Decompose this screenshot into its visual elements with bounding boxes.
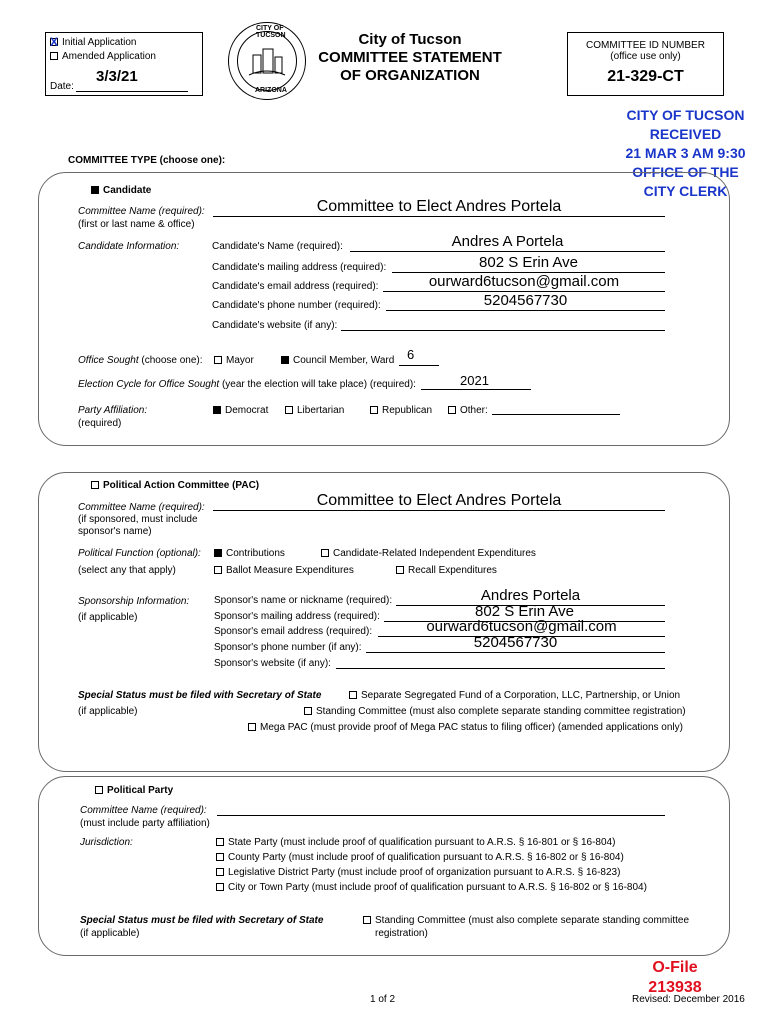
election-cycle-row [78,379,416,390]
candidate-field-value: 5204567730 [483,292,568,309]
seal-text-bottom: ARIZONA [255,87,287,94]
candidate-ie-option[interactable] [321,548,536,559]
state-party-option[interactable] [216,837,615,848]
sponsor-field-value: 802 S Erin Ave [475,603,574,620]
party-special-status-sub: (if applicable) [80,928,140,939]
seal-text-top: CITY OF TUCSON [256,25,286,39]
party-libertarian-option[interactable] [285,405,344,416]
council-checkbox[interactable] [281,356,289,364]
ward-field[interactable] [399,365,439,366]
sponsor-field-value: Andres Portela [480,587,581,604]
committee-id-sub: (office use only) [610,51,681,62]
state-party-label: State Party (must include proof of qualification pursuant to A.R.S. § 16-801 or § 16-804) [228,837,616,848]
pac-committee-name-label: Committee Name (required): [78,502,205,513]
sponsorship-label: Sponsorship Information: [78,596,190,607]
pac-committee-name-field[interactable] [213,510,665,511]
democrat-label: Democrat [225,405,269,416]
o-file-line-1: O-File [652,959,698,976]
party-affiliation-label: Party Affiliation: [78,405,148,416]
candidate-field-input[interactable] [386,310,665,311]
mayor-checkbox[interactable] [214,356,222,364]
county-party-checkbox[interactable] [216,853,224,861]
office-sought-label: Office Sought [78,355,139,366]
stamp-line-1: CITY OF TUCSON [626,107,745,123]
council-label: Council Member, Ward [293,355,395,366]
seal-emblem-icon [247,45,287,79]
stamp-line-5: CITY CLERK [643,183,728,199]
sponsor-field-value: 5204567730 [473,634,558,651]
revised-date: Revised: December 2016 [632,994,745,1005]
candidate-committee-name-value: Committee to Elect Andres Portela [316,198,562,215]
party-special-status-label: Special Status must be filed with Secretary of State [80,915,324,926]
pac-heading: Political Action Committee (PAC) [103,480,260,491]
sponsor-field-label: Sponsor's email address (required): [214,626,373,637]
legislative-party-option[interactable] [216,867,620,878]
ssf-checkbox[interactable] [349,691,357,699]
candidate-committee-name-sub: (first or last name & office) [78,219,195,230]
political-function-label: Political Function (optional): [78,548,201,559]
date-line [76,91,188,92]
party-checkbox[interactable] [95,786,103,794]
title-line-3: OF ORGANIZATION [340,67,480,84]
republican-label: Republican [382,405,433,416]
mega-pac-label: Mega PAC (must provide proof of Mega PAC status to filing officer) (amended applications only) [260,722,683,733]
ssf-label: Separate Segregated Fund of a Corporation, LLC, Partnership, or Union [361,690,681,701]
democrat-checkbox[interactable] [213,406,221,414]
sponsor-field-label: Sponsor's mailing address (required): [214,611,380,622]
pac-checkbox[interactable] [91,481,99,489]
committee-id-label: COMMITTEE ID NUMBER [586,40,705,51]
committee-id-box [567,32,724,96]
other-checkbox[interactable] [448,406,456,414]
o-file-stamp [640,958,710,998]
pac-special-status-sub: (if applicable) [78,706,138,717]
state-party-checkbox[interactable] [216,838,224,846]
sponsor-field-input[interactable] [366,652,665,653]
party-democrat-option[interactable] [213,405,268,416]
candidate-committee-name-label: Committee Name (required): [78,206,205,217]
election-cycle-label: Election Cycle for Office Sought [78,379,220,390]
libertarian-label: Libertarian [297,405,345,416]
sponsorship-sub: (if applicable) [78,612,138,623]
amended-application-option[interactable] [50,51,156,62]
pac-standing-committee-label: Standing Committee (must also complete separate standing committee registration) [316,706,686,717]
office-sought-sub: (choose one): [138,355,203,366]
pac-special-status-label: Special Status must be filed with Secretary of State [78,690,322,701]
party-other-option[interactable] [448,405,488,416]
pac-option[interactable] [88,480,262,491]
party-standing-committee-option[interactable] [363,915,689,926]
initial-application-checkbox[interactable]: X [50,35,59,50]
candidate-field-label: Candidate's Name (required): [212,241,343,252]
page-number: 1 of 2 [370,994,396,1005]
ballot-measure-option[interactable] [214,565,354,576]
sponsor-field-input[interactable] [336,668,665,669]
candidate-field-value: ourward6tucson@gmail.com [428,273,620,290]
candidate-ie-checkbox[interactable] [321,549,329,557]
party-option[interactable] [92,785,176,796]
candidate-committee-name-field[interactable] [213,216,665,217]
city-seal [228,22,306,100]
pac-committee-name-sub-1: (if sponsored, must include [78,514,198,525]
amended-application-label: Amended Application [62,51,156,62]
ballot-measure-checkbox[interactable] [214,566,222,574]
party-standing-committee-checkbox[interactable] [363,916,371,924]
legislative-party-label: Legislative District Party (must include proof of organization pursuant to A.R.S. § 16-823) [228,867,621,878]
candidate-option[interactable] [88,185,154,196]
candidate-information-label: Candidate Information: [78,241,180,252]
recall-checkbox[interactable] [396,566,404,574]
mayor-option[interactable] [214,355,254,366]
candidate-field-label: Candidate's website (if any): [212,320,338,331]
candidate-heading: Candidate [103,185,152,196]
other-label: Other: [460,405,488,416]
committee-id-value: 21-329-CT [607,68,684,85]
election-cycle-value: 2021 [460,373,489,388]
contributions-checkbox[interactable] [214,549,222,557]
o-file-line-2: 213938 [648,979,702,996]
city-party-option[interactable] [216,882,647,893]
recall-option[interactable] [396,565,497,576]
political-function-sub: (select any that apply) [78,565,176,576]
initial-application-label: Initial Application [62,37,137,48]
candidate-field-label: Candidate's phone number (required): [212,300,381,311]
title-line-1: City of Tucson [358,31,462,48]
amended-application-checkbox[interactable] [50,52,58,60]
ward-value: 6 [407,347,415,362]
candidate-checkbox[interactable] [91,186,99,194]
county-party-label: County Party (must include proof of qualification pursuant to A.R.S. § 16-802 or § 16-804) [228,852,624,863]
county-party-option[interactable] [216,852,624,863]
party-committee-name-label: Committee Name (required): [80,805,207,816]
party-committee-name-sub: (must include party affiliation) [80,818,210,829]
office-sought-row [78,355,203,366]
party-committee-name-field[interactable] [217,815,665,816]
legislative-party-checkbox[interactable] [216,868,224,876]
candidate-field-label: Candidate's mailing address (required): [212,262,387,273]
sponsor-field-label: Sponsor's name or nickname (required): [214,595,393,606]
pac-standing-committee-option[interactable] [304,706,686,717]
contributions-option[interactable] [214,548,285,559]
candidate-field-input[interactable] [350,251,665,252]
mega-pac-option[interactable] [248,722,683,733]
ballot-measure-label: Ballot Measure Expenditures [226,565,354,576]
candidate-field-value: 802 S Erin Ave [479,254,578,271]
date-label: Date: [50,81,74,92]
libertarian-checkbox[interactable] [285,406,293,414]
party-heading: Political Party [107,785,174,796]
election-cycle-field[interactable] [421,389,531,390]
recall-label: Recall Expenditures [408,565,497,576]
party-affiliation-sub: (required) [78,418,122,429]
mega-pac-checkbox[interactable] [248,723,256,731]
jurisdiction-label: Jurisdiction: [80,837,133,848]
party-other-field[interactable] [492,414,620,415]
candidate-field-value: Andres A Portela [451,233,564,250]
party-republican-option[interactable] [370,405,432,416]
stamp-line-3: 21 MAR 3 AM 9:30 [625,145,746,161]
sponsor-field-label: Sponsor's website (if any): [214,658,331,669]
party-standing-committee-label: Standing Committee (must also complete separate standing committee [375,915,690,926]
council-option[interactable] [281,355,394,366]
party-standing-committee-label-2: registration) [375,928,428,939]
ssf-option[interactable] [349,690,680,701]
city-party-checkbox[interactable] [216,883,224,891]
initial-application-option[interactable] [50,37,137,48]
stamp-line-2: RECEIVED [649,126,722,142]
form-title [310,31,510,85]
pac-committee-name-sub-2: sponsor's name) [78,526,152,537]
pac-standing-committee-checkbox[interactable] [304,707,312,715]
application-type-box [45,32,203,96]
candidate-field-label: Candidate's email address (required): [212,281,379,292]
sponsor-field-value: ourward6tucson@gmail.com [426,618,617,635]
candidate-field-input[interactable] [341,330,665,331]
committee-type-label: COMMITTEE TYPE (choose one): [68,155,226,166]
pac-committee-name-value: Committee to Elect Andres Portela [316,492,562,509]
candidate-ie-label: Candidate-Related Independent Expenditures [333,548,536,559]
date-value: 3/3/21 [96,68,138,85]
stamp-line-4: OFFICE OF THE [632,164,739,180]
republican-checkbox[interactable] [370,406,378,414]
contributions-label: Contributions [226,548,285,559]
sponsor-field-label: Sponsor's phone number (if any): [214,642,362,653]
city-party-label: City or Town Party (must include proof of qualification pursuant to A.R.S. § 16-802 or § 16-804) [228,882,647,893]
mayor-label: Mayor [226,355,254,366]
title-line-2: COMMITTEE STATEMENT [318,49,502,66]
election-cycle-sub: (year the election will take place) (required): [219,379,416,390]
